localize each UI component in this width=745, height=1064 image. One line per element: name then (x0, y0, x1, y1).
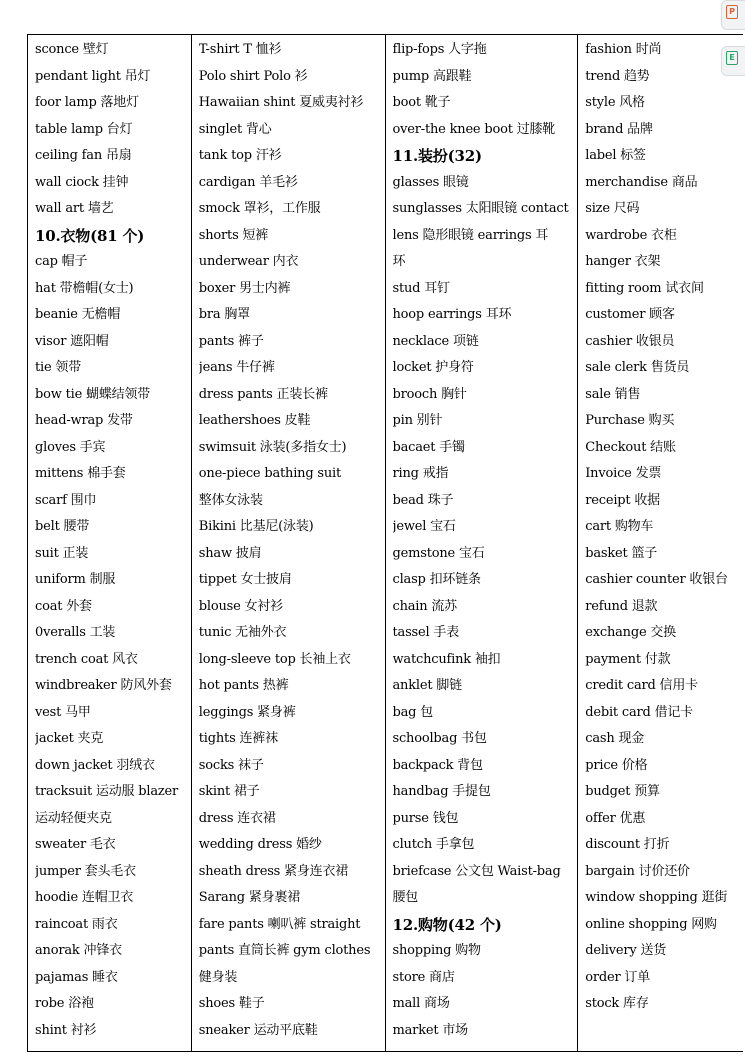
vocab-entry: order 订单 (585, 969, 651, 985)
vocab-entry: T-shirt T 恤衫 (198, 42, 282, 57)
vocab-entry: 环 (392, 254, 406, 269)
vocab-entry: price 价格 (585, 757, 648, 773)
vocab-entry: wall ciock 挂钟 (35, 174, 129, 190)
vocab-entry: bag 包 (392, 704, 434, 720)
vocab-column-1 (28, 35, 192, 1051)
vocab-entry: basket 篮子 (585, 545, 658, 561)
vocab-entry: leathershoes 皮鞋 (198, 413, 311, 428)
vocab-entry: budget 预算 (585, 784, 660, 799)
vocab-entry: sale clerk 售货员 (585, 360, 690, 375)
vocab-entry: size 尺码 (585, 201, 640, 216)
vocab-entry: gloves 手宾 (35, 439, 106, 455)
vocab-entry: briefcase 公文包 Waist-bag (392, 863, 561, 879)
vocab-entry: trend 趋势 (585, 68, 650, 84)
section-heading: 12.购物(42 个) (392, 915, 502, 934)
vocab-entry: brooch 胸针 (392, 386, 467, 402)
vocab-entry: discount 打折 (585, 837, 670, 852)
vocab-entry: shoes 鞋子 (198, 996, 265, 1011)
vocab-entry: skint 裙子 (198, 784, 260, 799)
vocab-entry: delivery 送货 (585, 943, 667, 958)
vocab-entry: window shopping 逛街 (585, 890, 728, 905)
vocab-entry: ring 戒指 (392, 466, 449, 481)
vocab-entry: clutch 手拿包 (392, 837, 475, 852)
vocab-entry: customer 顾客 (585, 307, 675, 322)
vocab-column-3 (386, 35, 579, 1051)
vocab-entry: bargain 讨价还价 (585, 863, 690, 879)
vocab-entry: cashier counter 收银台 (585, 572, 728, 587)
vocab-entry: robe 浴袍 (35, 996, 94, 1011)
vocab-entry: debit card 借记卡 (585, 704, 693, 720)
vocab-entry: Hawaiian shint 夏威夷衬衫 (198, 95, 364, 110)
vocab-entry: 腰包 (392, 890, 419, 905)
vocab-entry: swimsuit 泳装(多指女士) (198, 439, 347, 455)
vocab-entry: boxer 男士内裤 (198, 280, 291, 296)
vocab-entry: underwear 内衣 (198, 254, 299, 269)
excel-convert-icon: E (726, 51, 738, 65)
vocab-entry: chain 流苏 (392, 598, 457, 614)
vocab-entry: Invoice 发票 (585, 466, 662, 481)
vocab-entry: hat 带檐帽(女士) (35, 280, 134, 296)
vocab-entry: handbag 手提包 (392, 784, 491, 799)
vocab-entry: exchange 交换 (585, 625, 676, 640)
vocab-entry: credit card 信用卡 (585, 678, 698, 693)
vocab-entry: 健身装 (198, 969, 238, 985)
vocab-entry: bead 珠子 (392, 492, 454, 508)
section-heading: 10.衣物(81 个) (35, 226, 145, 245)
vocab-entry: shopping 购物 (392, 943, 481, 958)
vocab-entry: mittens 棉手套 (35, 466, 126, 481)
vocab-entry: trench coat 风衣 (35, 651, 138, 667)
vocab-entry: pants 直筒长裤 gym clothes (198, 943, 371, 958)
vocab-entry: merchandise 商品 (585, 174, 698, 190)
vocab-entry: wedding dress 婚纱 (198, 837, 322, 852)
vocab-entry: cashier 收银员 (585, 333, 675, 349)
vocab-entry: bacaet 手镯 (392, 439, 465, 455)
vocab-entry: style 风格 (585, 95, 645, 110)
side-toolbar (723, 0, 745, 90)
vocab-entry: tie 领带 (35, 360, 82, 375)
convert-to-excel-button[interactable] (721, 46, 745, 76)
vocab-entry: dress 连衣裙 (198, 810, 276, 826)
vocab-entry: belt 腰带 (35, 519, 90, 534)
vocab-entry: socks 袜子 (198, 757, 264, 773)
convert-to-ppt-button[interactable] (721, 0, 745, 30)
vocab-entry: wardrobe 衣柜 (585, 227, 677, 243)
vocab-entry: offer 优惠 (585, 810, 646, 826)
vocab-entry: raincoat 雨衣 (35, 916, 118, 932)
vocab-entry: boot 靴子 (392, 95, 451, 110)
vocab-entry: dress pants 正装长裤 (198, 386, 328, 402)
vocab-entry: Checkout 结账 (585, 439, 676, 455)
vocab-entry: payment 付款 (585, 651, 671, 667)
vocab-column-2 (192, 35, 386, 1051)
vocab-entry: fitting room 试衣间 (585, 280, 704, 296)
vocab-entry: cart 购物车 (585, 519, 654, 534)
vocab-entry: clasp 扣环链条 (392, 572, 481, 587)
vocab-entry: coat 外套 (35, 598, 92, 614)
vocab-entry: shaw 披肩 (198, 545, 262, 561)
vocab-entry: sweater 毛衣 (35, 837, 116, 852)
vocab-entry: label 标签 (585, 148, 646, 163)
vocab-entry: market 市场 (392, 1022, 468, 1038)
vocab-entry: head-wrap 发带 (35, 413, 133, 428)
vocab-entry: hot pants 热裤 (198, 678, 289, 693)
vocab-entry: vest 马甲 (35, 704, 91, 720)
vocab-entry: backpack 背包 (392, 757, 483, 773)
vocab-entry: jeans 牛仔裤 (198, 360, 275, 375)
vocab-entry: brand 品牌 (585, 121, 653, 137)
vocab-entry: pump 高跟鞋 (392, 68, 472, 84)
vocab-entry: refund 退款 (585, 598, 658, 614)
vocab-entry: bra 胸罩 (198, 307, 250, 322)
vocab-entry: mall 商场 (392, 996, 450, 1011)
vocab-entry: pajamas 睡衣 (35, 969, 118, 985)
vocab-entry: shint 衬衫 (35, 1022, 97, 1038)
vocab-entry: stud 耳钉 (392, 280, 450, 296)
vocab-entry: over-the knee boot 过膝靴 (392, 121, 556, 137)
vocab-entry: purse 钱包 (392, 810, 459, 826)
vocab-entry: pendant light 吊灯 (35, 68, 151, 84)
vocab-entry: long-sleeve top 长袖上衣 (198, 651, 351, 667)
vocab-entry: blouse 女衬衫 (198, 598, 283, 614)
vocab-entry: cardigan 羊毛衫 (198, 174, 298, 190)
vocab-entry: watchcufink 袖扣 (392, 651, 501, 667)
vocab-entry: hanger 衣架 (585, 254, 661, 269)
vocab-entry: wall art 墙艺 (35, 201, 114, 216)
vocab-entry: glasses 眼镜 (392, 174, 469, 190)
vocab-entry: sale 销售 (585, 386, 641, 402)
vocab-entry: foor lamp 落地灯 (35, 95, 139, 110)
vocabulary-table (27, 34, 743, 1052)
vocab-entry: gemstone 宝石 (392, 545, 485, 561)
vocab-entry: anklet 脚链 (392, 678, 462, 693)
vocab-entry: sheath dress 紧身连衣裙 (198, 863, 349, 879)
vocab-entry: smock 罩衫，工作服 (198, 201, 321, 216)
vocab-entry: schoolbag 书包 (392, 731, 487, 746)
vocab-entry: jacket 夹克 (35, 731, 104, 746)
vocab-entry: sneaker 运动平底鞋 (198, 1022, 318, 1038)
vocab-entry: fare pants 喇叭裤 straight (198, 916, 361, 932)
vocab-entry: flip-fops 人字拖 (392, 42, 487, 57)
vocab-column-4 (578, 35, 743, 1051)
vocab-entry: Bikini 比基尼(泳装) (198, 519, 314, 534)
vocab-entry: shorts 短裤 (198, 227, 269, 243)
vocab-entry: necklace 项链 (392, 333, 479, 349)
vocab-entry: cash 现金 (585, 731, 645, 746)
vocab-entry: 0veralls 工装 (35, 625, 116, 640)
vocab-entry: store 商店 (392, 969, 455, 985)
vocab-entry: Purchase 购买 (585, 413, 675, 428)
vocab-entry: online shopping 网购 (585, 916, 717, 932)
vocab-entry: jumper 套头毛衣 (35, 863, 136, 879)
vocab-entry: tank top 汗衫 (198, 148, 282, 163)
vocab-entry: tunic 无袖外衣 (198, 625, 287, 640)
vocab-entry: leggings 紧身裤 (198, 704, 296, 720)
vocab-entry: uniform 制服 (35, 572, 116, 587)
vocab-entry: sunglasses 太阳眼镜 contact (392, 201, 569, 216)
vocab-entry: scarf 围巾 (35, 492, 97, 508)
vocab-entry: tracksuit 运动服 blazer (35, 784, 179, 799)
vocab-entry: tippet 女士披肩 (198, 572, 292, 587)
vocab-entry: tights 连裤袜 (198, 731, 278, 746)
vocab-entry: 运动轻便夹克 (35, 810, 112, 826)
vocab-entry: visor 遮阳帽 (35, 333, 109, 349)
vocab-entry: sconce 壁灯 (35, 42, 109, 57)
vocab-entry: fashion 时尚 (585, 42, 662, 57)
vocab-entry: singlet 背心 (198, 121, 272, 137)
vocab-entry: bow tie 蝴蝶结领带 (35, 386, 151, 402)
vocab-entry: lens 隐形眼镜 earrings 耳 (392, 227, 549, 243)
vocab-entry: stock 库存 (585, 996, 649, 1011)
vocab-entry: windbreaker 防风外套 (35, 678, 172, 693)
ppt-convert-icon: P (726, 5, 738, 19)
vocab-entry: pants 裤子 (198, 333, 264, 349)
vocab-entry: pin 别针 (392, 413, 443, 428)
vocab-entry: jewel 宝石 (392, 519, 456, 534)
vocab-entry: one-piece bathing suit (198, 466, 342, 481)
vocab-entry: table lamp 台灯 (35, 121, 133, 137)
vocab-entry: locket 护身符 (392, 360, 474, 375)
vocab-entry: tassel 手表 (392, 625, 460, 640)
vocab-entry: beanie 无檐帽 (35, 307, 121, 322)
vocab-entry: 整体女泳装 (198, 492, 263, 508)
vocab-entry: cap 帽子 (35, 254, 88, 269)
vocab-entry: hoodie 连帽卫衣 (35, 890, 134, 905)
section-heading: 11.装扮(32) (392, 147, 482, 165)
vocab-entry: Sarang 紧身裹裙 (198, 890, 301, 905)
vocab-entry: suit 正装 (35, 545, 89, 561)
vocab-entry: Polo shirt Polo 衫 (198, 68, 308, 84)
vocab-entry: ceiling fan 吊扇 (35, 148, 132, 163)
vocab-entry: down jacket 羽绒衣 (35, 757, 155, 773)
vocab-entry: anorak 冲锋衣 (35, 943, 122, 958)
vocab-entry: hoop earrings 耳环 (392, 307, 512, 322)
vocab-entry: receipt 收据 (585, 492, 660, 508)
